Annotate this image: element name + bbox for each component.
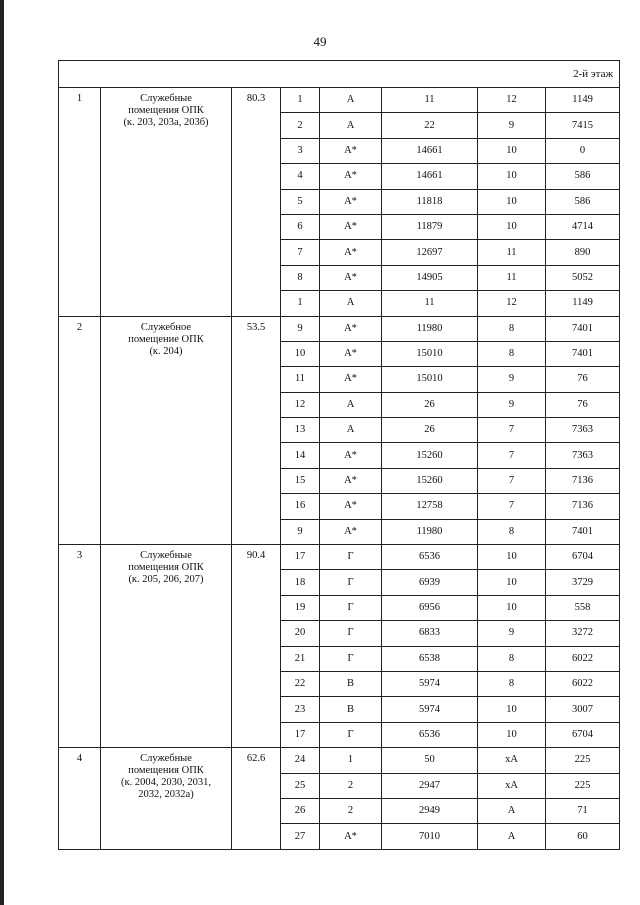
code-cell: хА	[478, 748, 546, 773]
floor-label: 2-й этаж	[59, 61, 620, 88]
value-cell: 11818	[382, 189, 478, 214]
reference-cell: 225	[546, 748, 620, 773]
binding-edge	[0, 0, 4, 905]
value-cell: 14661	[382, 164, 478, 189]
code-cell: 8	[478, 646, 546, 671]
value-cell: 6956	[382, 595, 478, 620]
category-cell: А*	[320, 138, 382, 163]
reference-cell: 6704	[546, 722, 620, 747]
code-cell: А	[478, 798, 546, 823]
value-cell: 11879	[382, 214, 478, 239]
code-cell: 10	[478, 214, 546, 239]
category-cell: А*	[320, 214, 382, 239]
room-description-line: помещение ОПК	[128, 333, 204, 345]
group-number-cell: 1	[59, 88, 101, 317]
reference-cell: 4714	[546, 214, 620, 239]
category-cell: А	[320, 113, 382, 138]
code-cell: 8	[478, 316, 546, 341]
area-cell: 62.6	[232, 748, 281, 850]
point-number-cell: 14	[281, 443, 320, 468]
reference-cell: 71	[546, 798, 620, 823]
table-row	[59, 316, 620, 341]
value-cell: 22	[382, 113, 478, 138]
room-description-cell	[101, 88, 232, 317]
reference-cell: 6022	[546, 646, 620, 671]
category-cell: А*	[320, 189, 382, 214]
room-description-line: помещения ОПК	[128, 105, 204, 116]
point-number-cell: 8	[281, 265, 320, 290]
area-cell: 53.5	[232, 316, 281, 545]
value-cell: 6538	[382, 646, 478, 671]
category-cell: Г	[320, 621, 382, 646]
point-number-cell: 16	[281, 494, 320, 519]
code-cell: 10	[478, 138, 546, 163]
reference-cell: 7401	[546, 341, 620, 366]
reference-cell: 7401	[546, 519, 620, 544]
reference-cell: 558	[546, 595, 620, 620]
code-cell: 10	[478, 697, 546, 722]
reference-cell: 1149	[546, 291, 620, 316]
category-cell: А	[320, 291, 382, 316]
code-cell: 12	[478, 291, 546, 316]
code-cell: А	[478, 824, 546, 849]
category-cell: А*	[320, 367, 382, 392]
category-cell: А*	[320, 443, 382, 468]
category-cell: Г	[320, 722, 382, 747]
value-cell: 7010	[382, 824, 478, 849]
point-number-cell: 2	[281, 113, 320, 138]
room-description-cell	[101, 748, 232, 850]
code-cell: 9	[478, 367, 546, 392]
room-description-line: (к. 2004, 2030, 2031,	[121, 777, 211, 789]
room-description-line: Служебные	[140, 93, 192, 104]
point-number-cell: 7	[281, 240, 320, 265]
value-cell: 2947	[382, 773, 478, 798]
value-cell: 6536	[382, 722, 478, 747]
reference-cell: 76	[546, 367, 620, 392]
reference-cell: 7136	[546, 468, 620, 493]
reference-cell: 7401	[546, 316, 620, 341]
code-cell: 10	[478, 164, 546, 189]
category-cell: А*	[320, 824, 382, 849]
value-cell: 15010	[382, 367, 478, 392]
category-cell: А*	[320, 468, 382, 493]
reference-cell: 890	[546, 240, 620, 265]
code-cell: 7	[478, 418, 546, 443]
code-cell: 9	[478, 392, 546, 417]
room-description-cell	[101, 316, 232, 545]
point-number-cell: 10	[281, 341, 320, 366]
category-cell: А*	[320, 316, 382, 341]
point-number-cell: 1	[281, 291, 320, 316]
value-cell: 15010	[382, 341, 478, 366]
category-cell: Г	[320, 646, 382, 671]
reference-cell: 586	[546, 164, 620, 189]
reference-cell: 60	[546, 824, 620, 849]
category-cell: Г	[320, 545, 382, 570]
room-description-line: Служебное	[140, 321, 192, 333]
category-cell: 1	[320, 748, 382, 773]
value-cell: 2949	[382, 798, 478, 823]
value-cell: 5974	[382, 697, 478, 722]
point-number-cell: 21	[281, 646, 320, 671]
point-number-cell: 1	[281, 88, 320, 113]
room-description-line: Служебные	[140, 753, 192, 765]
point-number-cell: 15	[281, 468, 320, 493]
table-row	[59, 88, 620, 113]
point-number-cell: 22	[281, 671, 320, 696]
room-description-line: (к. 203, 203а, 203б)	[123, 117, 209, 128]
table-row	[59, 545, 620, 570]
room-description-line: 2032, 2032а)	[138, 789, 194, 801]
room-description-line: помещения ОПК	[128, 562, 204, 574]
code-cell: 9	[478, 621, 546, 646]
room-description-cell	[101, 545, 232, 748]
group-number-cell: 4	[59, 748, 101, 850]
value-cell: 11	[382, 291, 478, 316]
category-cell: А*	[320, 164, 382, 189]
room-description-line: помещения ОПК	[128, 765, 204, 777]
code-cell: 11	[478, 265, 546, 290]
point-number-cell: 26	[281, 798, 320, 823]
area-cell: 90.4	[232, 545, 281, 748]
code-cell: 7	[478, 468, 546, 493]
category-cell: А*	[320, 494, 382, 519]
reference-cell: 7136	[546, 494, 620, 519]
value-cell: 26	[382, 418, 478, 443]
data-table	[58, 60, 620, 850]
value-cell: 5974	[382, 671, 478, 696]
code-cell: 8	[478, 671, 546, 696]
value-cell: 6833	[382, 621, 478, 646]
value-cell: 14661	[382, 138, 478, 163]
code-cell: 10	[478, 570, 546, 595]
reference-cell: 3272	[546, 621, 620, 646]
value-cell: 11	[382, 88, 478, 113]
point-number-cell: 20	[281, 621, 320, 646]
point-number-cell: 27	[281, 824, 320, 849]
point-number-cell: 5	[281, 189, 320, 214]
reference-cell: 6704	[546, 545, 620, 570]
room-description-line: (к. 204)	[149, 345, 183, 357]
category-cell: А*	[320, 265, 382, 290]
room-description-line: (к. 205, 206, 207)	[128, 574, 204, 586]
category-cell: Г	[320, 570, 382, 595]
category-cell: А*	[320, 341, 382, 366]
value-cell: 50	[382, 748, 478, 773]
point-number-cell: 9	[281, 316, 320, 341]
value-cell: 14905	[382, 265, 478, 290]
reference-cell: 586	[546, 189, 620, 214]
value-cell: 12697	[382, 240, 478, 265]
value-cell: 11980	[382, 316, 478, 341]
category-cell: 2	[320, 798, 382, 823]
point-number-cell: 19	[281, 595, 320, 620]
code-cell: 7	[478, 494, 546, 519]
value-cell: 6939	[382, 570, 478, 595]
code-cell: 10	[478, 595, 546, 620]
floor-header-row	[59, 61, 620, 88]
value-cell: 11980	[382, 519, 478, 544]
category-cell: 2	[320, 773, 382, 798]
category-cell: А*	[320, 519, 382, 544]
value-cell: 15260	[382, 443, 478, 468]
code-cell: 10	[478, 189, 546, 214]
point-number-cell: 18	[281, 570, 320, 595]
code-cell: 11	[478, 240, 546, 265]
reference-cell: 3729	[546, 570, 620, 595]
point-number-cell: 3	[281, 138, 320, 163]
category-cell: В	[320, 671, 382, 696]
reference-cell: 3007	[546, 697, 620, 722]
point-number-cell: 13	[281, 418, 320, 443]
group-number-cell: 2	[59, 316, 101, 545]
category-cell: А	[320, 418, 382, 443]
reference-cell: 7363	[546, 418, 620, 443]
value-cell: 12758	[382, 494, 478, 519]
code-cell: 7	[478, 443, 546, 468]
category-cell: А	[320, 392, 382, 417]
point-number-cell: 23	[281, 697, 320, 722]
reference-cell: 7363	[546, 443, 620, 468]
category-cell: В	[320, 697, 382, 722]
value-cell: 6536	[382, 545, 478, 570]
reference-cell: 6022	[546, 671, 620, 696]
page-number: 49	[313, 34, 327, 49]
reference-cell: 1149	[546, 88, 620, 113]
code-cell: 10	[478, 545, 546, 570]
point-number-cell: 11	[281, 367, 320, 392]
category-cell: А*	[320, 240, 382, 265]
reference-cell: 5052	[546, 265, 620, 290]
point-number-cell: 9	[281, 519, 320, 544]
group-number-cell: 3	[59, 545, 101, 748]
point-number-cell: 6	[281, 214, 320, 239]
code-cell: 8	[478, 519, 546, 544]
value-cell: 15260	[382, 468, 478, 493]
code-cell: хА	[478, 773, 546, 798]
reference-cell: 225	[546, 773, 620, 798]
category-cell: Г	[320, 595, 382, 620]
code-cell: 8	[478, 341, 546, 366]
code-cell: 10	[478, 722, 546, 747]
category-cell: А	[320, 88, 382, 113]
point-number-cell: 25	[281, 773, 320, 798]
code-cell: 12	[478, 88, 546, 113]
point-number-cell: 12	[281, 392, 320, 417]
table-row	[59, 748, 620, 773]
point-number-cell: 4	[281, 164, 320, 189]
value-cell: 26	[382, 392, 478, 417]
area-cell: 80.3	[232, 88, 281, 317]
reference-cell: 7415	[546, 113, 620, 138]
reference-cell: 76	[546, 392, 620, 417]
point-number-cell: 17	[281, 545, 320, 570]
point-number-cell: 17	[281, 722, 320, 747]
code-cell: 9	[478, 113, 546, 138]
room-description-line: Служебные	[140, 550, 192, 562]
point-number-cell: 24	[281, 748, 320, 773]
reference-cell: 0	[546, 138, 620, 163]
